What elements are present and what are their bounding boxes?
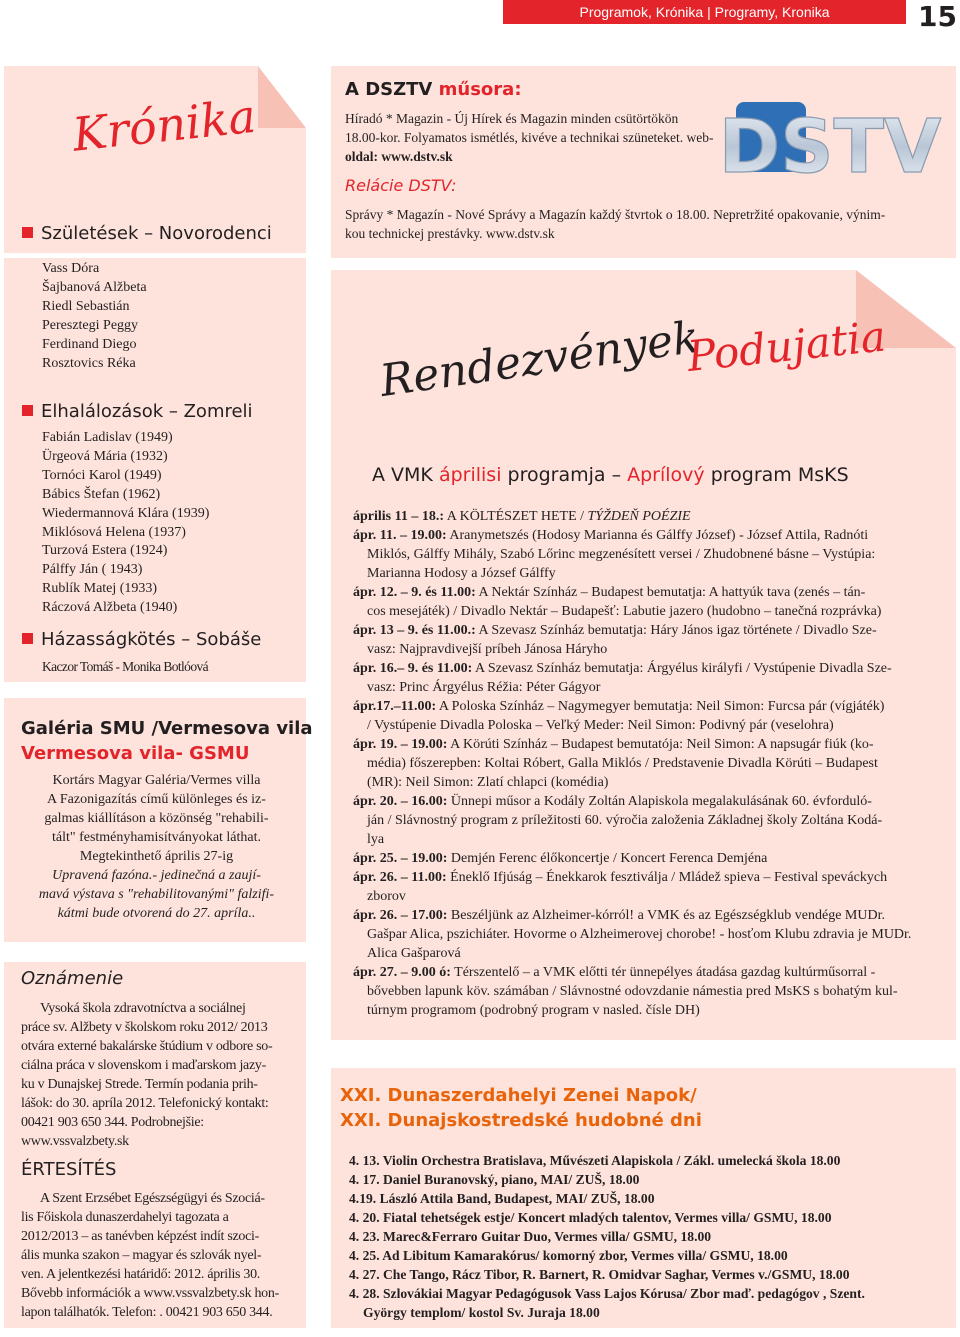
list-item: Rublík Matej (1933) — [42, 581, 158, 597]
relacie-title-a: Relácie — [345, 176, 409, 195]
vmk-heading-a: A VMK — [372, 464, 439, 486]
text-line: www.vssvalzbety.sk — [21, 1134, 129, 1149]
program-date: ápr. 16.– 9. és 11.00: — [353, 661, 473, 676]
text-line: kátmi bude otvorená do 27. apríla.. — [57, 906, 256, 921]
program-item — [353, 906, 938, 925]
dstv-title-a: A DSZTV — [345, 79, 439, 100]
zenei-title-line1: XXI. Dunaszerdahelyi Zenei Napok/ — [340, 1085, 697, 1106]
list-item: Fabián Ladislav (1949) — [42, 430, 173, 445]
text-line: Híradó * Magazin - Új Hírek és Magazin minden csütörtökön — [345, 111, 679, 126]
program-text: A Poloska Színház – Nagymegyer bemutatja: Neil Simon: Furcsa pár (vígjáték) — [436, 699, 885, 714]
program-date: ápr. 25. – 19.00: — [353, 851, 448, 866]
program-item-continuation: bővebben lapunk köv. számában / Slávnostné odovzdanie námestia pred MsKS s bohatým kul- — [367, 984, 898, 999]
list-item: 4. 28. Szlovákiai Magyar Pedagógusok Vass Lajos Kórusa/ Zbor maď. pedagógov , Szent. — [349, 1286, 865, 1301]
births-heading — [22, 223, 272, 244]
list-item: 4. 23. Marec&Ferraro Guitar Duo, Vermes villa/ GSMU, 18.00 — [349, 1229, 712, 1244]
rendezvenyek-script-title: Rendezvények — [376, 311, 703, 407]
program-item — [353, 621, 938, 640]
list-item: 4. 17. Daniel Buranovský, piano, MAI/ ZUŠ, 18.00 — [349, 1172, 640, 1187]
dstv-logo-text: DSTV — [718, 104, 942, 190]
program-date: ápr. 26. – 17.00: — [353, 908, 448, 923]
program-text: Térszentelő – a VMK előtti tér ünnepélyes átadása gazdag kultúrműsorral - — [450, 965, 876, 980]
text-line: ku v Dunajskej Strede. Termín podania prih- — [21, 1077, 258, 1092]
births-heading-text: Születések – Novorodenci — [41, 223, 272, 244]
program-item-continuation: Marianna Hodosy a József Gálffy — [367, 566, 556, 581]
program-date: ápr. 27. – 9.00 ó: — [353, 965, 451, 980]
program-item-continuation: lya — [367, 832, 385, 847]
list-item: 4. 13. Violin Orchestra Bratislava, Művészeti Alapiskola / Zákl. umelecká škola 18.00 — [349, 1153, 841, 1168]
program-item — [353, 735, 938, 754]
program-date: ápr. 11. – 19.00: — [353, 528, 447, 543]
list-item: 4.19. László Attila Band, Budapest, MAI/ ZUŠ, 18.00 — [349, 1191, 655, 1206]
program-list — [353, 507, 938, 1020]
program-date: ápr.17.–11.00: — [353, 699, 437, 714]
text-line: kou technickej prestávky. www.dstv.sk — [345, 226, 555, 241]
program-text: Éneklő Ifjúság – Énekkarok fesztiválja / Mládež spieva – Festival speváckych — [446, 870, 888, 885]
program-item — [353, 526, 938, 545]
dstv-logo — [718, 92, 942, 190]
bullet-square-icon — [22, 405, 33, 416]
births-list — [42, 260, 147, 373]
bullet-square-icon — [22, 227, 33, 238]
galeria-subtitle: Vermesova vila- GSMU — [21, 743, 250, 764]
list-item: Tornóci Karol (1949) — [42, 467, 162, 483]
program-date: ápr. 12. – 9. és 11.00: — [353, 585, 476, 600]
program-text: Beszéljünk az Alzheimer-kórról! a VMK és az Egészségklub vendége MUDr. — [447, 908, 885, 923]
page-curl-decoration — [258, 66, 306, 128]
text-line: A Fazonigazítás című különleges és iz- — [47, 792, 266, 807]
list-item: Riedl Sebastián — [42, 298, 130, 314]
dstv-hu-text — [345, 109, 714, 166]
text-line: ciálna práca v slovenskom i maďarskom jazy- — [21, 1058, 266, 1073]
zenei-title — [340, 1083, 702, 1133]
program-text: A Szevasz Színház bemutatja: Árgyélus királyfi / Vystúpenie Divadla Sze- — [472, 661, 892, 676]
program-text: A KÖLTÉSZET HETE / — [444, 509, 588, 524]
list-item: 4. 27. Che Tango, Rácz Tibor, R. Barnert, R. Omidvar Saghar, Vermes v./GSMU, 18.00 — [349, 1267, 850, 1282]
text-line: práce sv. Alžbety v školskom roku 2012/ 2013 — [21, 1020, 268, 1035]
section-header-bar: Programok, Krónika | Programy, Kronika — [503, 0, 906, 24]
podujatia-script-title: Podujatia — [684, 311, 889, 381]
program-date: április 11 – 18.: — [353, 509, 445, 524]
program-item — [353, 697, 938, 716]
text-line: Vysoká škola zdravotníctva a sociálnej — [40, 1001, 246, 1016]
text-line: otvára externé bakalárske štúdium v odbore so- — [21, 1039, 273, 1054]
program-item-continuation: vasz: Princ Árgyélus Réžia: Péter Gágyor — [367, 680, 601, 695]
program-date: ápr. 20. – 16.00: — [353, 794, 448, 809]
galeria-text — [14, 771, 299, 923]
relacie-title — [345, 176, 457, 195]
dstv-title-b: műsora: — [438, 79, 522, 100]
program-item — [353, 868, 938, 887]
text-line: lášok: do 30. apríla 2012. Telefonický kontakt: — [21, 1096, 269, 1111]
list-item: Turzová Estera (1924) — [42, 543, 168, 559]
vmk-heading-d: Aprílový — [627, 464, 705, 486]
zenei-title-line2: XXI. Dunajskostredské hudobné dni — [340, 1110, 702, 1131]
list-item: Ferdinand Diego — [42, 336, 137, 352]
list-item: 4. 25. Ad Libitum Kamarakórus/ komorný zbor, Vermes villa/ GSMU, 18.00 — [349, 1248, 788, 1263]
text-line: oldal: www.dstv.sk — [345, 149, 453, 164]
text-line: 2012/2013 – as tanévben képzést indít szoci- — [21, 1229, 259, 1244]
list-item: Vass Dóra — [42, 261, 100, 276]
program-item-continuation: zborov — [367, 889, 406, 904]
galeria-title: Galéria SMU /Vermesova vila — [21, 718, 313, 739]
program-item-continuation: túrnym programom (podrobný program v nasled. čísle DH) — [367, 1003, 700, 1018]
text-line: lis Főiskola dunaszerdahelyi tagozata a — [21, 1210, 229, 1225]
program-item-continuation: Alica Gašparová — [367, 946, 461, 961]
list-item: Wiedermannová Klára (1939) — [42, 505, 210, 521]
text-line: mavá výstava s "rehabilitovanými" falzifi- — [38, 887, 275, 902]
ertesites-title: ÉRTESÍTÉS — [21, 1159, 117, 1180]
program-item — [353, 507, 938, 526]
vmk-heading — [372, 464, 849, 486]
program-text: Ünnepi műsor a Kodály Zoltán Alapiskola megalakulásának 60. évforduló- — [447, 794, 872, 809]
text-line: Správy * Magazín - Nové Správy a Magazín každý štvrtok o 18.00. Nepretržité opakovanie, výnim- — [345, 207, 886, 222]
list-item: Ürgeová Mária (1932) — [42, 448, 168, 464]
ertesites-text — [21, 1189, 291, 1322]
marriages-heading — [22, 629, 261, 650]
program-date: ápr. 19. – 19.00: — [353, 737, 448, 752]
program-text: Aranymetszés (Hodosy Marianna és Gálffy József) - József Attila, Radnóti — [446, 528, 869, 543]
page-number: 15 — [918, 0, 957, 33]
program-item-continuation: Miklós, Gálffy Mihály, Szabó Lőrinc megzenésített versei / Zhudobnené básne – Vystúpia: — [367, 547, 876, 562]
program-item-continuation: cos mesejáték) / Divadlo Nektár – Budapešť: Labutie jazero (hudobno – tanečná rozprávka) — [367, 604, 882, 619]
program-text: A Körúti Színház – Budapest bemutatója: Neil Simon: A napsugár fiúk (ko- — [447, 737, 874, 752]
list-item: Pálffy Ján ( 1943) — [42, 562, 143, 578]
births-divider — [4, 253, 306, 258]
list-item: 4. 20. Fiatal tehetségek estje/ Koncert mladých talentov, Vermes villa/ GSMU, 18.00 — [349, 1210, 832, 1225]
program-item-continuation: / Vystúpenie Divadla Poloska – Veľký Meder: Neil Simon: Podivný pár (veselohra) — [367, 718, 834, 733]
text-line: tált" festményhamisítványokat láthat. — [51, 830, 262, 845]
list-item: Ráczová Alžbeta (1940) — [42, 600, 178, 616]
marriages-heading-text: Házasságkötés – Sobáše — [41, 629, 262, 650]
vmk-heading-e: program MsKS — [704, 464, 849, 486]
text-line: Upravená fazóna.- jedinečná a zaují- — [52, 868, 261, 883]
program-item-continuation: ján / Slávnostný program z príležitosti 60. výročia založenia Základnej školy Zoltána Kodá- — [367, 813, 883, 828]
program-item-continuation: (MR): Neil Simon: Zlatí chlapci (komédia) — [367, 775, 609, 790]
text-line: A Szent Erzsébet Egészségügyi és Szociá- — [40, 1191, 265, 1206]
text-line: galmas kiállításon a közönség "rehabili- — [44, 811, 269, 826]
program-item-continuation: Gašpar Alica, pszichiáter. Hovorme o Alzheimerovej chorobe! - hosťom Klubu zdravia je MUDr. — [367, 927, 912, 942]
program-item — [353, 583, 938, 602]
text-line: lapon találhatók. Telefon: . 00421 903 650 344. — [21, 1305, 273, 1320]
marriages-entry: Kaczor Tomáš - Monika Botlóová — [42, 659, 209, 674]
vmk-heading-c: programja – — [501, 464, 628, 486]
text-line: 18.00-kor. Folyamatos ismétlés, kivéve a technikai szüneteket. web- — [345, 130, 714, 145]
program-date: ápr. 26. – 11.00: — [353, 870, 447, 885]
kronika-title: Krónika — [70, 88, 259, 162]
program-text: A Nektár Színház – Budapest bemutatja: A hattyúk tava (zenés – tán- — [475, 585, 866, 600]
zenei-list — [349, 1151, 949, 1322]
list-item: Peresztegi Peggy — [42, 317, 139, 333]
program-item — [353, 659, 938, 678]
oznamenie-title: Oznámenie — [21, 968, 124, 989]
program-date: ápr. 13 – 9. és 11.00.: — [353, 623, 476, 638]
program-item — [353, 792, 938, 811]
bullet-square-icon — [22, 633, 33, 644]
program-text: A Szevasz Színház bemutatja: Háry János igaz története / Divadlo Sze- — [475, 623, 877, 638]
text-line: 00421 903 650 344. Podrobnejšie: — [21, 1115, 204, 1130]
program-item — [353, 963, 938, 982]
deaths-heading-text: Elhalálozások – Zomreli — [41, 401, 253, 422]
text-line: Megtekinthető április 27-ig — [79, 849, 234, 864]
text-line: ven. A jelentkezési határidő: 2012. április 30. — [21, 1267, 261, 1282]
program-item — [353, 849, 938, 868]
vmk-heading-b: áprilisi — [438, 464, 502, 486]
deaths-heading — [22, 401, 253, 422]
deaths-list — [42, 429, 209, 618]
dstv-sk-text — [345, 205, 885, 243]
list-item: Bábics Štefan (1962) — [42, 486, 161, 502]
program-item-continuation: vasz: Najpravdivejší príbeh Jánosa Háryho — [367, 642, 608, 657]
program-item-continuation: média) főszerepben: Koltai Róbert, Galla Miklós / Predstavenie Divadla Körúti – Budapest — [367, 756, 878, 771]
list-item: György templom/ kostol Sv. Juraja 18.00 — [363, 1305, 600, 1320]
program-text-italic: TÝŽDEŇ POÉZIE — [587, 509, 691, 524]
list-item: Rosztovics Réka — [42, 355, 136, 371]
program-text: Demjén Ferenc élőkoncertje / Koncert Ferenca Demjéna — [447, 851, 768, 866]
text-line: ális munka szakon – magyar és szlovák nyel- — [21, 1248, 262, 1263]
list-item: Miklósová Helena (1937) — [42, 524, 186, 540]
text-line: Kortárs Magyar Galéria/Vermes villa — [52, 773, 261, 788]
text-line: Bővebb információk a www.vssvalzbety.sk hon- — [21, 1286, 279, 1301]
list-item: Šajbanová Alžbeta — [42, 279, 147, 295]
oznamenie-text — [21, 999, 287, 1151]
relacie-title-b: DSTV: — [408, 176, 457, 195]
dstv-title — [345, 79, 522, 100]
